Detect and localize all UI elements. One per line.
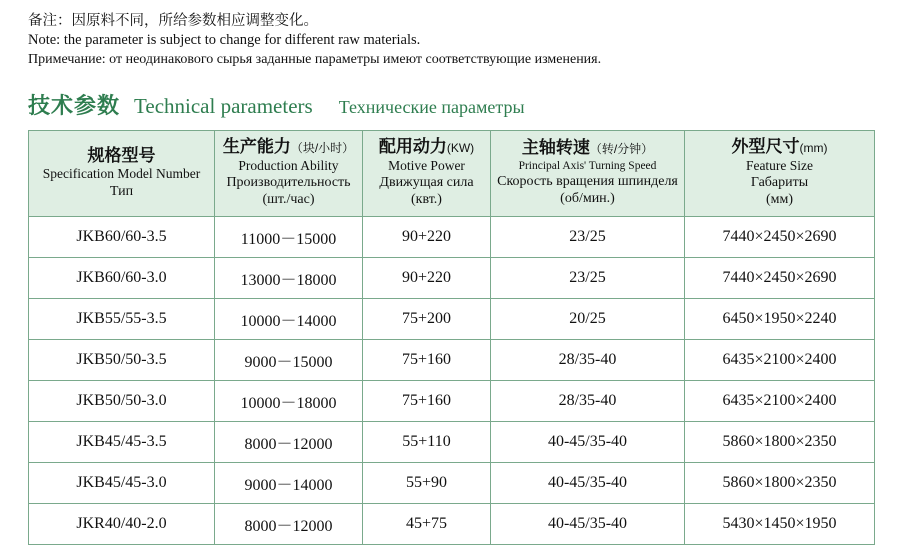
col4-title-ru: Габариты	[750, 175, 809, 191]
cell-motive-power: 55+110	[363, 422, 491, 463]
col1-title-cn: 生产能力	[222, 137, 291, 156]
cell-feature-size: 5430×1450×1950	[685, 504, 875, 545]
col4-title-en: Feature Size	[745, 157, 814, 173]
cell-model: JKB55/55-3.5	[29, 299, 215, 340]
table-row	[29, 217, 875, 258]
col1-title-ru: Производительность	[226, 175, 351, 191]
cell-motive-power: 55+90	[363, 463, 491, 504]
cell-turning-speed: 23/25	[491, 258, 685, 299]
cell-feature-size: 5860×1800×2350	[685, 422, 875, 463]
column-header-motive-power	[363, 131, 491, 217]
cell-motive-power: 45+75	[363, 504, 491, 545]
cell-model: JKR40/40-2.0	[29, 504, 215, 545]
cell-motive-power: 90+220	[363, 217, 491, 258]
column-header-feature-size	[685, 131, 875, 217]
cell-feature-size: 5860×1800×2350	[685, 463, 875, 504]
col2-title-ru: Движущая сила	[379, 175, 474, 191]
col4-title-unit: (mm)	[799, 141, 828, 155]
section-title-english: Technical parameters	[134, 94, 313, 118]
col3-title-cn: 主轴转速	[521, 138, 590, 158]
cell-turning-speed: 40-45/35-40	[491, 463, 685, 504]
cell-turning-speed: 40-45/35-40	[491, 504, 685, 545]
col1-title-en: Production Ability	[238, 157, 339, 173]
cell-production-ability: 8000－12000	[215, 422, 363, 463]
cell-model: JKB60/60-3.0	[29, 258, 215, 299]
cell-turning-speed: 20/25	[491, 299, 685, 340]
note-line-russian: Примечание: от неодинакового сырья заданные параметры имеют соответствующие изменения.	[28, 52, 602, 67]
table-row	[29, 463, 875, 504]
cell-motive-power: 75+160	[363, 381, 491, 422]
col1-title-ru-unit: (шт./час)	[262, 192, 315, 208]
cell-motive-power: 75+200	[363, 299, 491, 340]
cell-production-ability: 8000－12000	[215, 504, 363, 545]
cell-model: JKB45/45-3.5	[29, 422, 215, 463]
cell-feature-size: 7440×2450×2690	[685, 258, 875, 299]
note-line-chinese: 备注：因原料不同，所给参数相应调整变化。	[28, 13, 318, 29]
cell-motive-power: 75+160	[363, 340, 491, 381]
table-row	[29, 299, 875, 340]
col2-title-unit: (KW)	[446, 141, 475, 155]
cell-turning-speed: 23/25	[491, 217, 685, 258]
technical-parameters-table	[28, 130, 875, 545]
cell-feature-size: 7440×2450×2690	[685, 217, 875, 258]
col0-title-cn: 规格型号	[87, 145, 156, 165]
col4-title-ru-unit: (мм)	[765, 192, 794, 208]
col2-title-cn: 配用动力	[378, 137, 447, 156]
col3-title-en: Principal Axis' Turning Speed	[518, 159, 657, 172]
cell-model: JKB60/60-3.5	[29, 217, 215, 258]
cell-model: JKB50/50-3.0	[29, 381, 215, 422]
cell-turning-speed: 28/35-40	[491, 340, 685, 381]
notes-block	[28, 12, 876, 69]
col0-title-en: Specification Model Number	[42, 166, 201, 182]
col3-title-ru: Скорость вращения шпинделя	[497, 173, 678, 189]
col4-title-cn: 外型尺寸	[731, 137, 800, 156]
col1-title-unit: （块/小时）	[290, 141, 355, 155]
column-header-production-ability	[215, 131, 363, 217]
table-header-row	[29, 131, 875, 217]
col2-title-en: Motive Power	[388, 157, 465, 173]
table-header	[29, 131, 875, 217]
cell-feature-size: 6435×2100×2400	[685, 340, 875, 381]
cell-turning-speed: 28/35-40	[491, 381, 685, 422]
note-line-english: Note: the parameter is subject to change for different raw materials.	[28, 32, 421, 48]
cell-feature-size: 6450×1950×2240	[685, 299, 875, 340]
cell-model: JKB50/50-3.5	[29, 340, 215, 381]
section-title	[28, 89, 876, 120]
col3-title-unit: （转/分钟）	[589, 142, 654, 157]
column-header-turning-speed	[491, 131, 685, 217]
cell-production-ability: 11000－15000	[215, 217, 363, 258]
table-row	[29, 258, 875, 299]
cell-production-ability: 10000－18000	[215, 381, 363, 422]
cell-production-ability: 10000－14000	[215, 299, 363, 340]
col2-title-ru-unit: (квт.)	[411, 192, 442, 208]
table-row	[29, 504, 875, 545]
cell-model: JKB45/45-3.0	[29, 463, 215, 504]
table-body	[29, 217, 875, 545]
table-row	[29, 340, 875, 381]
table-row	[29, 422, 875, 463]
table-row	[29, 381, 875, 422]
section-title-russian: Технические параметры	[338, 97, 525, 117]
col0-title-ru: Тип	[109, 183, 134, 199]
cell-motive-power: 90+220	[363, 258, 491, 299]
cell-turning-speed: 40-45/35-40	[491, 422, 685, 463]
section-title-chinese: 技术参数	[28, 93, 121, 118]
cell-feature-size: 6435×2100×2400	[685, 381, 875, 422]
cell-production-ability: 9000－15000	[215, 340, 363, 381]
cell-production-ability: 13000－18000	[215, 258, 363, 299]
column-header-specification	[29, 131, 215, 217]
cell-production-ability: 9000－14000	[215, 463, 363, 504]
col3-title-ru-unit: (об/мин.)	[560, 191, 615, 207]
